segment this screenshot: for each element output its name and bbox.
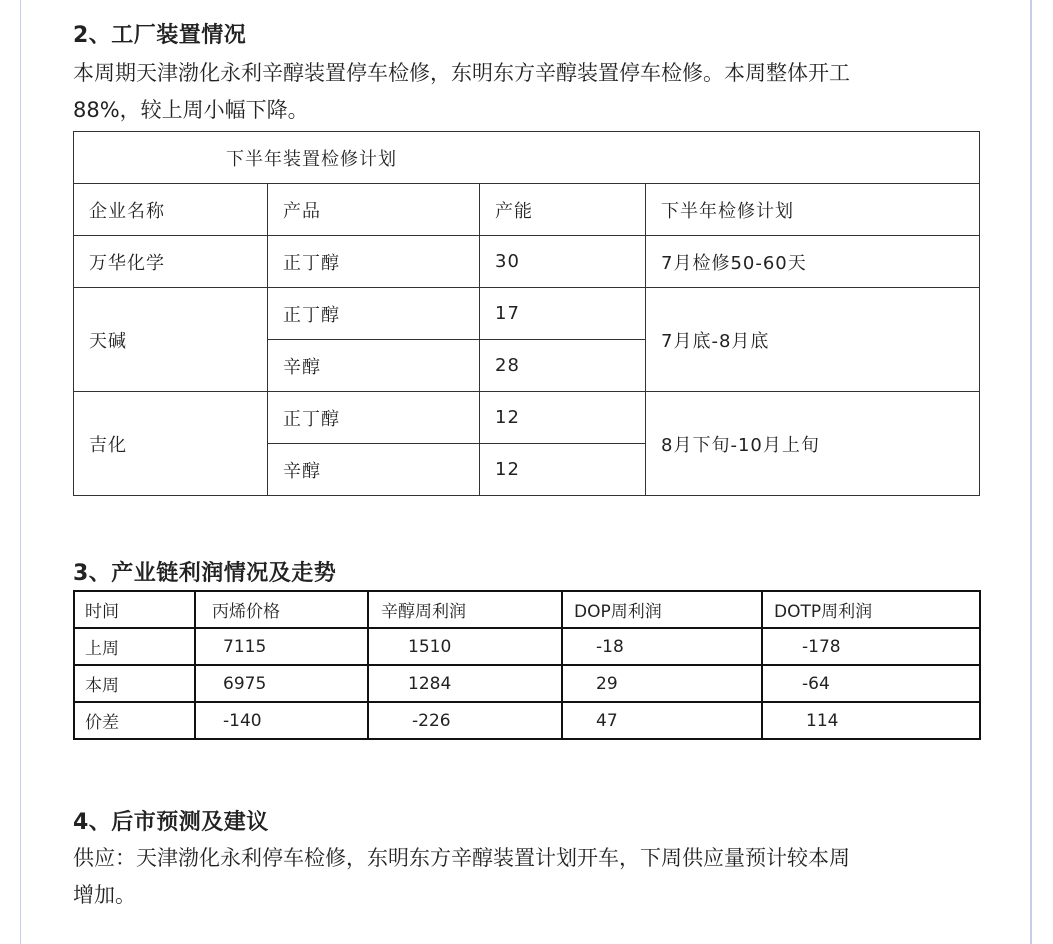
time-cell: 价差 [74, 702, 195, 739]
propylene-price-cell: 6975 [195, 665, 368, 702]
header-propylene-price: 丙烯价格 [195, 591, 368, 628]
section-2-paragraph [73, 55, 979, 129]
section-4-paragraph-line-2: 增加。 [73, 883, 136, 907]
capacity-cell: 17 [480, 288, 646, 340]
table-header-row [74, 184, 980, 236]
dop-profit-cell: 47 [562, 702, 762, 739]
product-cell: 正丁醇 [268, 236, 480, 288]
section-2-heading: 2、工厂装置情况 [73, 23, 247, 48]
section-4-heading: 4、后市预测及建议 [73, 810, 269, 835]
plan-cell: 7月检修50-60天 [646, 236, 980, 288]
header-company: 企业名称 [74, 184, 268, 236]
product-cell: 辛醇 [268, 444, 480, 496]
dotp-profit-cell: -64 [762, 665, 980, 702]
table-row [74, 236, 980, 288]
octanol-profit-cell: 1510 [368, 628, 562, 665]
product-cell: 辛醇 [268, 340, 480, 392]
section-4-paragraph [73, 840, 979, 914]
octanol-profit-cell: 1284 [368, 665, 562, 702]
time-cell: 本周 [74, 665, 195, 702]
header-product: 产品 [268, 184, 480, 236]
header-octanol-profit: 辛醇周利润 [368, 591, 562, 628]
header-dop-profit: DOP周利润 [562, 591, 762, 628]
company-cell: 天碱 [74, 288, 268, 392]
dop-profit-cell: 29 [562, 665, 762, 702]
table-row [74, 392, 980, 444]
header-dotp-profit: DOTP周利润 [762, 591, 980, 628]
table-row [74, 665, 980, 702]
page-border-left [20, 0, 21, 944]
plan-cell: 8月下旬-10月上旬 [646, 392, 980, 496]
dop-profit-cell: -18 [562, 628, 762, 665]
dotp-profit-cell: -178 [762, 628, 980, 665]
table-title-row [74, 132, 980, 184]
product-cell: 正丁醇 [268, 288, 480, 340]
maintenance-plan-table [73, 131, 980, 496]
plan-cell: 7月底-8月底 [646, 288, 980, 392]
dotp-profit-cell: 114 [762, 702, 980, 739]
table-row [74, 628, 980, 665]
table-header-row [74, 591, 980, 628]
company-cell: 吉化 [74, 392, 268, 496]
capacity-cell: 12 [480, 444, 646, 496]
header-capacity: 产能 [480, 184, 646, 236]
section-3-heading: 3、产业链利润情况及走势 [73, 561, 337, 586]
table-row [74, 702, 980, 739]
capacity-cell: 28 [480, 340, 646, 392]
octanol-profit-cell: -226 [368, 702, 562, 739]
profit-table [73, 590, 981, 740]
section-2-paragraph-line-1: 本周期天津渤化永利辛醇装置停车检修，东明东方辛醇装置停车检修。本周整体开工 [73, 61, 850, 85]
section-4-paragraph-line-1: 供应：天津渤化永利停车检修，东明东方辛醇装置计划开车，下周供应量预计较本周 [73, 846, 850, 870]
section-2-paragraph-line-2: 88%，较上周小幅下降。 [73, 98, 309, 122]
company-cell: 万华化学 [74, 236, 268, 288]
header-plan: 下半年检修计划 [646, 184, 980, 236]
header-time: 时间 [74, 591, 195, 628]
time-cell: 上周 [74, 628, 195, 665]
table-row [74, 288, 980, 340]
propylene-price-cell: 7115 [195, 628, 368, 665]
page-border-right [1030, 0, 1032, 944]
product-cell: 正丁醇 [268, 392, 480, 444]
table-title: 下半年装置检修计划 [74, 132, 980, 184]
propylene-price-cell: -140 [195, 702, 368, 739]
capacity-cell: 30 [480, 236, 646, 288]
capacity-cell: 12 [480, 392, 646, 444]
